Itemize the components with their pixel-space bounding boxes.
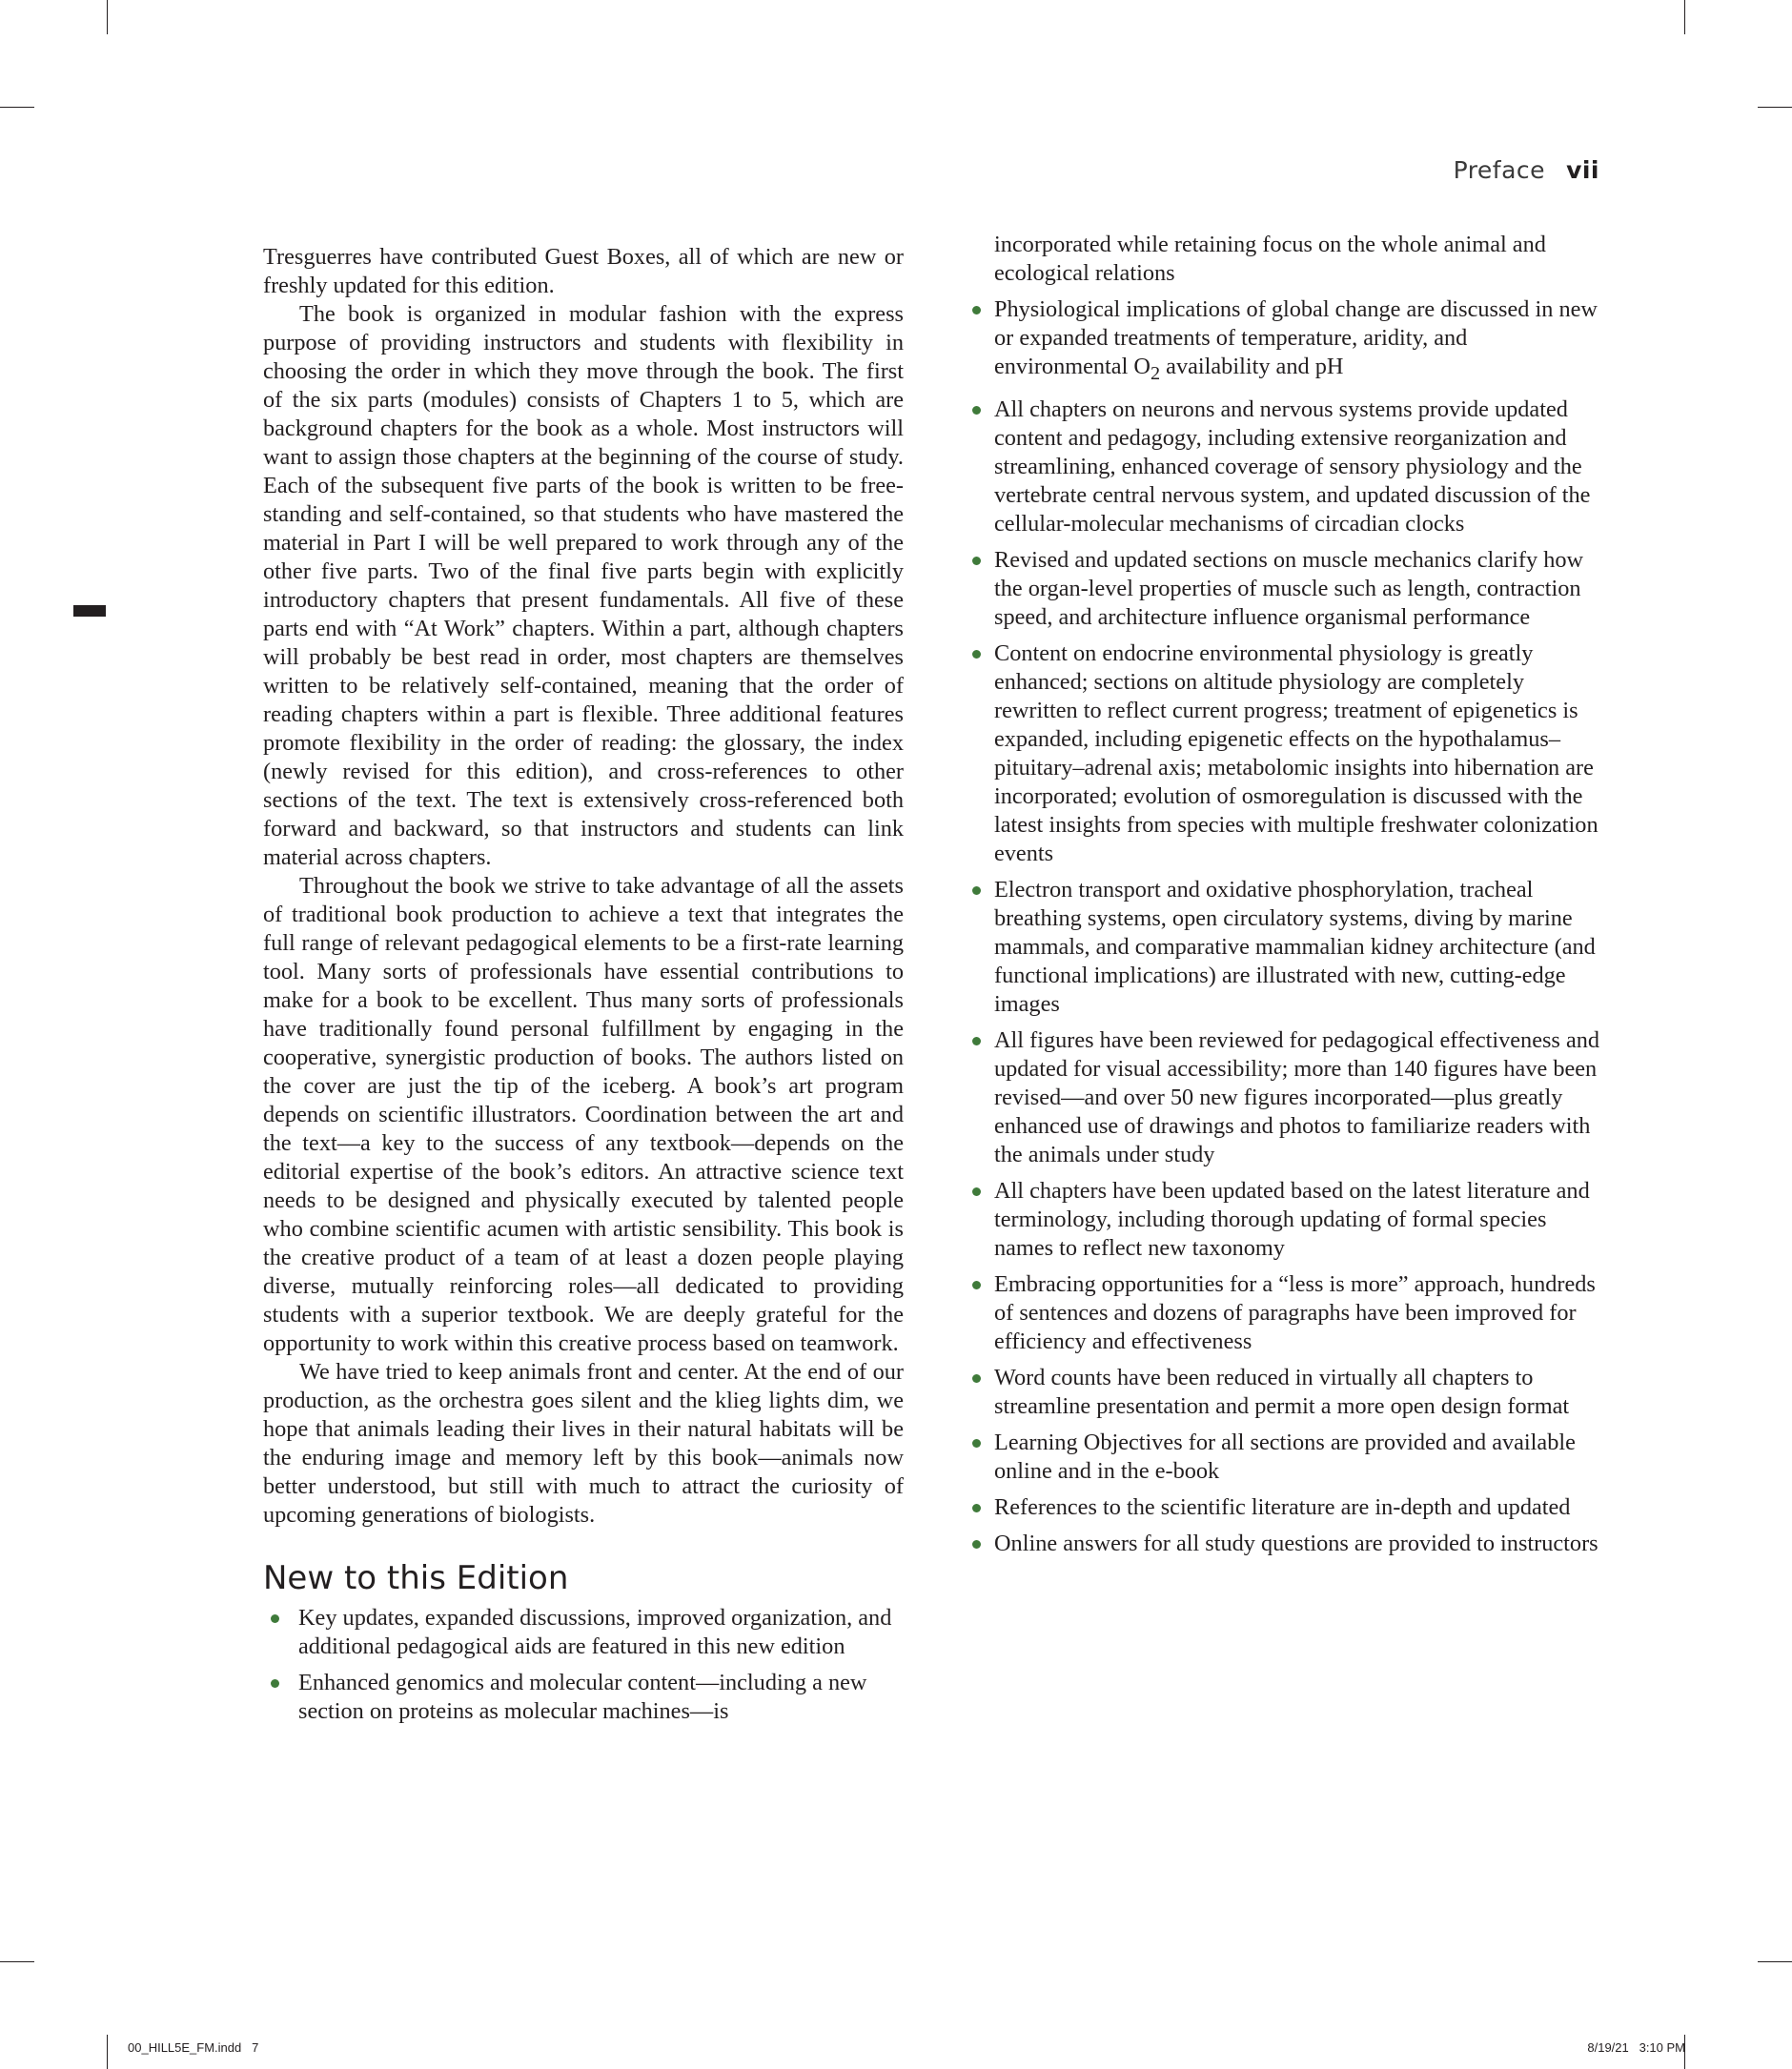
bullet-icon: [972, 1037, 981, 1045]
crop-mark: [0, 107, 34, 108]
bullet-icon: [972, 650, 981, 659]
page-number: vii: [1566, 156, 1599, 184]
list-item: [994, 295, 1604, 388]
list-item: [994, 1530, 1604, 1558]
bullet-icon: [972, 1540, 981, 1549]
paragraph: The book is organized in modular fashion with the express purpose of providing instructors and students with flexibility in choosing the order in which they move through the book. The first of the six parts (modules) consists of Chapters 1 to 5, which are background chapters for the book as a whole. Most instructors will want to assign those chapters at the beginning of the course of study. Each of the subsequent five parts of the book is written to be free-standing and self-contained, so that students who have mastered the material in Part I will be well prepared to work through any of the other five parts. Two of the final five parts begin with explicitly introductory chapters that present fundamentals. All five of these parts end with “At Work” chapters. Within a part, although chapters will probably be best read in order, most chapters are themselves written to be relatively self-contained, meaning that the order of reading chapters within a part is flexible. Three additional features promote flexibility in the order of reading: the glossary, the index (newly revised for this edition), and cross-references to other sections of the text. The text is extensively cross-referenced both forward and backward, so that instructors and students can link material across chapters.: [263, 301, 904, 870]
bullet-icon: [972, 1504, 981, 1512]
list-item: [994, 876, 1604, 1019]
list-item: [994, 1177, 1604, 1263]
list-item: [263, 1604, 904, 1661]
running-head: [1454, 156, 1599, 184]
list-item-text: Online answers for all study questions are provided to instructors: [994, 1530, 1599, 1556]
bullet-icon: [972, 1374, 981, 1383]
crop-mark: [1684, 0, 1685, 34]
right-column: [994, 231, 1604, 1566]
new-features-list: [263, 1604, 904, 1726]
list-item-text: Key updates, expanded discussions, improved organization, and additional pedagogical aids are featured in this new edition: [298, 1605, 892, 1659]
bullet-icon: [972, 406, 981, 415]
paragraph: We have tried to keep animals front and center. At the end of our production, as the orchestra goes silent and the klieg lights dim, we hope that animals leading their lives in their natural habitats will be the enduring image and memory left by this book—animals now better understood, but still with much to attract the curiosity of upcoming generations of biologists.: [263, 1359, 904, 1528]
list-item: [994, 396, 1604, 538]
list-item-text: Embracing opportunities for a “less is more” approach, hundreds of sentences and dozens of paragraphs have been improved for efficiency and effectiveness: [994, 1270, 1596, 1354]
list-item: [994, 1364, 1604, 1421]
list-item: [994, 1026, 1604, 1169]
continued-list-item: incorporated while retaining focus on the whole animal and ecological relations: [994, 232, 1546, 286]
bullet-icon: [972, 306, 981, 314]
list-item-text: Electron transport and oxidative phosphorylation, tracheal breathing systems, open circulatory systems, diving by marine mammals, and comparative mammalian kidney architecture (and functional implications) are illustrated with new, cutting-edge images: [994, 876, 1596, 1017]
bullet-icon: [972, 886, 981, 895]
bullet-icon: [271, 1679, 279, 1688]
section-heading: New to this Edition: [263, 1559, 569, 1597]
slug-timestamp: 8/19/21 3:10 PM: [1587, 2040, 1685, 2055]
bullet-icon: [972, 557, 981, 565]
left-column: [263, 243, 904, 1734]
list-item-text: Physiological implications of global change are discussed in new or expanded treatments of temperature, aridity, and environmental O: [994, 296, 1598, 379]
list-item: [994, 1270, 1604, 1356]
list-item-text: All chapters on neurons and nervous systems provide updated content and pedagogy, including extensive reorganization and streamlining, enhanced coverage of sensory physiology and the vertebrate central nervous system, and updated discussion of the cellular-molecular mechanisms of circadian clocks: [994, 396, 1591, 537]
slug-filename: 00_HILL5E_FM.indd 7: [128, 2040, 259, 2055]
list-item-text: Learning Objectives for all sections are provided and available online and in the e-book: [994, 1429, 1576, 1484]
bullet-icon: [972, 1439, 981, 1448]
crop-mark: [0, 1961, 34, 1962]
list-item-text: Enhanced genomics and molecular content—including a new section on proteins as molecular machines—is: [298, 1670, 867, 1724]
bullet-icon: [972, 1281, 981, 1289]
list-item-text: Revised and updated sections on muscle mechanics clarify how the organ-level properties of muscle such as length, contraction speed, and architecture influence organismal performance: [994, 546, 1584, 630]
list-item: [994, 1429, 1604, 1486]
crop-mark: [1758, 107, 1792, 108]
list-item-text: availability and pH: [1160, 354, 1344, 379]
list-item-text: References to the scientific literature are in-depth and updated: [994, 1493, 1571, 1520]
list-item-text: Word counts have been reduced in virtually all chapters to streamline presentation and permit a more open design format: [994, 1364, 1570, 1419]
list-item: [263, 1669, 904, 1726]
list-item: [994, 546, 1604, 632]
running-head-section: Preface: [1453, 156, 1546, 184]
list-item: [994, 639, 1604, 868]
list-item-text: All chapters have been updated based on the latest literature and terminology, including thorough updating of formal species names to reflect new taxonomy: [994, 1177, 1590, 1261]
list-item: [994, 1493, 1604, 1522]
subscript: 2: [1150, 362, 1161, 384]
paragraph: Tresguerres have contributed Guest Boxes, all of which are new or freshly updated for this edition.: [263, 244, 904, 298]
bullet-icon: [972, 1187, 981, 1196]
paragraph: Throughout the book we strive to take advantage of all the assets of traditional book production to achieve a text that integrates the full range of relevant pedagogical elements to be a first-rate learning tool. Many sorts of professionals have essential contributions to make for a book to be excellent. Thus many sorts of professionals have traditionally found personal fulfillment by engaging in the cooperative, synergistic production of books. The authors listed on the cover are just the tip of the iceberg. A book’s art program depends on scientific illustrators. Coordination between the art and the text—a key to the success of any textbook—depends on the editorial expertise of the book’s editors. An attractive science text needs to be designed and physically executed by talented people who combine scientific acumen with artistic sensibility. This book is the creative product of a team of at least a dozen people playing diverse, mutually reinforcing roles—all dedicated to providing students with a superior textbook. We are deeply grateful for the opportunity to work within this creative process based on teamwork.: [263, 873, 904, 1356]
list-item-text: All figures have been reviewed for pedagogical effectiveness and updated for visual accessibility; more than 140 figures have been revised—and over 50 new figures incorporated—plus greatly enhanced use of drawings and photos to familiarize readers with the animals under study: [994, 1026, 1600, 1167]
list-item-text: Content on endocrine environmental physiology is greatly enhanced; sections on altitude physiology are completely rewritten to reflect current progress; treatment of epigenetics is expanded, including epigenetic effects on the hypothalamus–pituitary–adrenal axis; metabolomic insights into hibernation are incorporated; evolution of osmoregulation is discussed with the latest insights from species with multiple freshwater colonization events: [994, 639, 1599, 866]
crop-mark: [107, 0, 108, 34]
crop-mark: [107, 2035, 108, 2069]
new-features-list-continued: [994, 295, 1604, 1558]
thumb-tab-marker: [73, 605, 106, 617]
bullet-icon: [271, 1614, 279, 1623]
crop-mark: [1758, 1961, 1792, 1962]
